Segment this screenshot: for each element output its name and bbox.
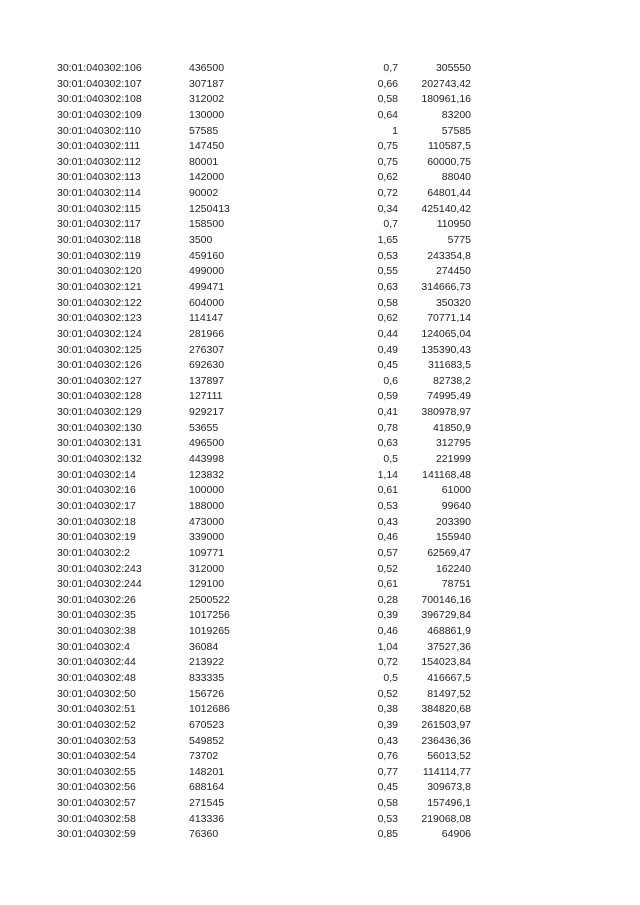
cadastral-number-cell: 30:01:040302:122 bbox=[57, 296, 142, 309]
value-cell: 137897 bbox=[189, 374, 225, 387]
cadastral-number-cell: 30:01:040302:115 bbox=[57, 202, 141, 215]
value-cell: 833335 bbox=[189, 671, 225, 684]
table-row bbox=[0, 296, 640, 312]
table-row bbox=[0, 77, 640, 93]
coefficient-cell: 0,34 bbox=[377, 202, 398, 215]
cadastral-number-cell: 30:01:040302:110 bbox=[57, 124, 141, 137]
value-cell: 90002 bbox=[189, 187, 219, 200]
coefficient-cell: 1,14 bbox=[377, 468, 398, 481]
table-row bbox=[0, 186, 640, 202]
result-cell: 81497,52 bbox=[427, 687, 471, 700]
value-cell: 53655 bbox=[189, 421, 219, 434]
result-cell: 64801,44 bbox=[427, 187, 471, 200]
result-cell: 78751 bbox=[441, 578, 471, 591]
value-cell: 73702 bbox=[189, 750, 219, 763]
cadastral-number-cell: 30:01:040302:16 bbox=[57, 484, 136, 497]
result-cell: 236436,36 bbox=[421, 734, 471, 747]
value-cell: 499471 bbox=[189, 280, 225, 293]
result-cell: 202743,42 bbox=[421, 77, 471, 90]
value-cell: 443998 bbox=[189, 453, 225, 466]
table-row bbox=[0, 233, 640, 249]
table-row bbox=[0, 108, 640, 124]
coefficient-cell: 0,63 bbox=[377, 437, 398, 450]
cadastral-number-cell: 30:01:040302:121 bbox=[57, 280, 142, 293]
coefficient-cell: 0,66 bbox=[377, 77, 398, 90]
value-cell: 436500 bbox=[189, 62, 225, 74]
value-cell: 57585 bbox=[189, 124, 219, 137]
cadastral-number-cell: 30:01:040302:59 bbox=[57, 828, 136, 841]
table-row bbox=[0, 812, 640, 828]
coefficient-cell: 0,45 bbox=[377, 781, 398, 794]
coefficient-cell: 0,6 bbox=[383, 374, 398, 387]
coefficient-cell: 0,58 bbox=[377, 296, 398, 309]
value-cell: 36084 bbox=[189, 640, 219, 653]
result-cell: 425140,42 bbox=[421, 202, 471, 215]
table-row bbox=[0, 718, 640, 734]
result-cell: 56013,52 bbox=[427, 750, 471, 763]
coefficient-cell: 0,52 bbox=[377, 687, 398, 700]
result-cell: 37527,36 bbox=[427, 640, 471, 653]
cadastral-number-cell: 30:01:040302:132 bbox=[57, 453, 142, 466]
cadastral-number-cell: 30:01:040302:56 bbox=[57, 781, 136, 794]
result-cell: 314666,73 bbox=[421, 280, 471, 293]
result-cell: 41850,9 bbox=[433, 421, 471, 434]
coefficient-cell: 0,61 bbox=[377, 578, 398, 591]
value-cell: 1250413 bbox=[189, 202, 230, 215]
cadastral-number-cell: 30:01:040302:17 bbox=[57, 499, 136, 512]
value-cell: 188000 bbox=[189, 499, 225, 512]
value-cell: 604000 bbox=[189, 296, 225, 309]
table-row bbox=[0, 640, 640, 656]
value-cell: 1012686 bbox=[189, 703, 230, 716]
coefficient-cell: 0,53 bbox=[377, 499, 398, 512]
table-row bbox=[0, 734, 640, 750]
table-row bbox=[0, 546, 640, 562]
table-row bbox=[0, 124, 640, 140]
value-cell: 339000 bbox=[189, 531, 225, 544]
value-cell: 127111 bbox=[189, 390, 223, 403]
cadastral-number-cell: 30:01:040302:2 bbox=[57, 546, 130, 559]
coefficient-cell: 0,63 bbox=[377, 280, 398, 293]
coefficient-cell: 0,59 bbox=[377, 390, 398, 403]
cadastral-number-cell: 30:01:040302:130 bbox=[57, 421, 142, 434]
cadastral-number-cell: 30:01:040302:109 bbox=[57, 108, 142, 121]
value-cell: 80001 bbox=[189, 155, 219, 168]
table-row bbox=[0, 92, 640, 108]
value-cell: 130000 bbox=[189, 108, 225, 121]
value-cell: 114147 bbox=[189, 312, 224, 325]
result-cell: 162240 bbox=[435, 562, 471, 575]
coefficient-cell: 0,62 bbox=[377, 312, 398, 325]
result-cell: 141168,48 bbox=[422, 468, 471, 481]
table-row bbox=[0, 655, 640, 671]
result-cell: 70771,14 bbox=[427, 312, 471, 325]
cadastral-number-cell: 30:01:040302:57 bbox=[57, 797, 136, 810]
cadastral-number-cell: 30:01:040302:58 bbox=[57, 812, 136, 825]
cadastral-number-cell: 30:01:040302:35 bbox=[57, 609, 136, 622]
result-cell: 124065,04 bbox=[421, 327, 471, 340]
value-cell: 142000 bbox=[189, 171, 225, 184]
table-row bbox=[0, 217, 640, 233]
cadastral-number-cell: 30:01:040302:51 bbox=[57, 703, 136, 716]
coefficient-cell: 0,72 bbox=[377, 187, 398, 200]
cadastral-number-cell: 30:01:040302:123 bbox=[57, 312, 142, 325]
cadastral-number-cell: 30:01:040302:114 bbox=[57, 187, 141, 200]
result-cell: 57585 bbox=[441, 124, 471, 137]
cadastral-number-cell: 30:01:040302:126 bbox=[57, 359, 142, 372]
cadastral-number-cell: 30:01:040302:19 bbox=[57, 531, 136, 544]
table-row bbox=[0, 702, 640, 718]
cadastral-number-cell: 30:01:040302:48 bbox=[57, 671, 136, 684]
result-cell: 88040 bbox=[441, 171, 471, 184]
table-row bbox=[0, 389, 640, 405]
coefficient-cell: 0,7 bbox=[383, 218, 398, 231]
value-cell: 413336 bbox=[189, 812, 225, 825]
value-cell: 213922 bbox=[189, 656, 225, 669]
cadastral-number-cell: 30:01:040302:112 bbox=[57, 155, 141, 168]
cadastral-number-cell: 30:01:040302:14 bbox=[57, 468, 136, 481]
table-row bbox=[0, 624, 640, 640]
cadastral-number-cell: 30:01:040302:55 bbox=[57, 765, 136, 778]
table-row bbox=[0, 202, 640, 218]
result-cell: 350320 bbox=[435, 296, 471, 309]
value-cell: 281966 bbox=[189, 327, 225, 340]
value-cell: 147450 bbox=[189, 140, 225, 153]
table-row bbox=[0, 421, 640, 437]
value-cell: 549852 bbox=[189, 734, 225, 747]
table-row bbox=[0, 671, 640, 687]
value-cell: 307187 bbox=[189, 77, 225, 90]
coefficient-cell: 0,52 bbox=[377, 562, 398, 575]
result-cell: 221999 bbox=[435, 453, 471, 466]
result-cell: 60000,75 bbox=[427, 155, 471, 168]
coefficient-cell: 0,43 bbox=[377, 734, 398, 747]
cadastral-number-cell: 30:01:040302:125 bbox=[57, 343, 142, 356]
result-cell: 384820,68 bbox=[421, 703, 471, 716]
table-row bbox=[0, 499, 640, 515]
cadastral-number-cell: 30:01:040302:106 bbox=[57, 62, 142, 74]
table-row bbox=[0, 280, 640, 296]
coefficient-cell: 0,28 bbox=[377, 593, 398, 606]
table-row bbox=[0, 343, 640, 359]
result-cell: 396729,84 bbox=[421, 609, 471, 622]
coefficient-cell: 0,72 bbox=[377, 656, 398, 669]
coefficient-cell: 0,75 bbox=[377, 140, 398, 153]
result-cell: 380978,97 bbox=[421, 406, 471, 419]
table-row bbox=[0, 327, 640, 343]
coefficient-cell: 0,55 bbox=[377, 265, 398, 278]
value-cell: 929217 bbox=[189, 406, 225, 419]
result-cell: 274450 bbox=[435, 265, 471, 278]
coefficient-cell: 0,41 bbox=[377, 406, 398, 419]
value-cell: 312002 bbox=[189, 93, 225, 106]
cadastral-number-cell: 30:01:040302:26 bbox=[57, 593, 136, 606]
cadastral-number-cell: 30:01:040302:120 bbox=[57, 265, 142, 278]
cadastral-number-cell: 30:01:040302:18 bbox=[57, 515, 136, 528]
coefficient-cell: 1,04 bbox=[377, 640, 398, 653]
value-cell: 3500 bbox=[189, 234, 213, 247]
coefficient-cell: 1 bbox=[392, 124, 398, 137]
table-row bbox=[0, 452, 640, 468]
cadastral-number-cell: 30:01:040302:53 bbox=[57, 734, 136, 747]
result-cell: 99640 bbox=[441, 499, 471, 512]
coefficient-cell: 0,5 bbox=[383, 671, 398, 684]
cadastral-number-cell: 30:01:040302:44 bbox=[57, 656, 136, 669]
cadastral-number-cell: 30:01:040302:111 bbox=[57, 140, 141, 153]
result-cell: 110587,5 bbox=[427, 140, 471, 153]
table-row bbox=[0, 155, 640, 171]
cadastral-number-cell: 30:01:040302:243 bbox=[57, 562, 142, 575]
coefficient-cell: 0,45 bbox=[377, 359, 398, 372]
coefficient-cell: 0,85 bbox=[377, 828, 398, 841]
value-cell: 692630 bbox=[189, 359, 225, 372]
table-row bbox=[0, 765, 640, 781]
result-cell: 311683,5 bbox=[427, 359, 471, 372]
value-cell: 148201 bbox=[189, 765, 225, 778]
table-row bbox=[0, 515, 640, 531]
cadastral-number-cell: 30:01:040302:127 bbox=[57, 374, 142, 387]
cadastral-number-cell: 30:01:040302:244 bbox=[57, 578, 142, 591]
coefficient-cell: 0,43 bbox=[377, 515, 398, 528]
value-cell: 1017256 bbox=[189, 609, 230, 622]
value-cell: 123832 bbox=[189, 468, 225, 481]
table-row bbox=[0, 358, 640, 374]
table-row bbox=[0, 436, 640, 452]
coefficient-cell: 0,38 bbox=[377, 703, 398, 716]
value-cell: 156726 bbox=[189, 687, 225, 700]
value-cell: 271545 bbox=[189, 797, 225, 810]
table-row bbox=[0, 249, 640, 265]
result-cell: 5775 bbox=[447, 234, 471, 247]
cadastral-number-cell: 30:01:040302:107 bbox=[57, 77, 142, 90]
table-row bbox=[0, 562, 640, 578]
coefficient-cell: 0,46 bbox=[377, 625, 398, 638]
value-cell: 276307 bbox=[189, 343, 225, 356]
table-row bbox=[0, 483, 640, 499]
table-row bbox=[0, 311, 640, 327]
cadastral-number-cell: 30:01:040302:117 bbox=[57, 218, 141, 231]
value-cell: 459160 bbox=[189, 249, 225, 262]
coefficient-cell: 0,58 bbox=[377, 797, 398, 810]
value-cell: 1019265 bbox=[189, 625, 230, 638]
table-row bbox=[0, 61, 640, 77]
table-row bbox=[0, 405, 640, 421]
cadastral-number-cell: 30:01:040302:131 bbox=[57, 437, 142, 450]
table-row bbox=[0, 374, 640, 390]
result-cell: 700146,16 bbox=[421, 593, 471, 606]
result-cell: 243354,8 bbox=[427, 249, 471, 262]
coefficient-cell: 0,77 bbox=[377, 765, 398, 778]
coefficient-cell: 0,76 bbox=[377, 750, 398, 763]
value-cell: 312000 bbox=[189, 562, 225, 575]
table-row bbox=[0, 780, 640, 796]
table-row bbox=[0, 749, 640, 765]
coefficient-cell: 0,62 bbox=[377, 171, 398, 184]
coefficient-cell: 0,53 bbox=[377, 812, 398, 825]
table-row bbox=[0, 593, 640, 609]
result-cell: 219068,08 bbox=[421, 812, 471, 825]
result-cell: 261503,97 bbox=[421, 718, 471, 731]
result-cell: 64906 bbox=[441, 828, 471, 841]
coefficient-cell: 0,46 bbox=[377, 531, 398, 544]
table-row bbox=[0, 577, 640, 593]
cadastral-number-cell: 30:01:040302:108 bbox=[57, 93, 142, 106]
value-cell: 688164 bbox=[189, 781, 225, 794]
cadastral-number-cell: 30:01:040302:119 bbox=[57, 249, 141, 262]
coefficient-cell: 0,39 bbox=[377, 718, 398, 731]
result-cell: 312795 bbox=[435, 437, 471, 450]
coefficient-cell: 0,44 bbox=[377, 327, 398, 340]
value-cell: 496500 bbox=[189, 437, 225, 450]
result-cell: 61000 bbox=[441, 484, 471, 497]
cadastral-number-cell: 30:01:040302:38 bbox=[57, 625, 136, 638]
result-cell: 468861,9 bbox=[427, 625, 471, 638]
result-cell: 135390,43 bbox=[421, 343, 471, 356]
value-cell: 499000 bbox=[189, 265, 225, 278]
value-cell: 100000 bbox=[189, 484, 225, 497]
result-cell: 416667,5 bbox=[427, 671, 471, 684]
coefficient-cell: 0,57 bbox=[377, 546, 398, 559]
result-cell: 62569,47 bbox=[427, 546, 471, 559]
coefficient-cell: 0,53 bbox=[377, 249, 398, 262]
result-cell: 83200 bbox=[441, 108, 471, 121]
cadastral-number-cell: 30:01:040302:50 bbox=[57, 687, 136, 700]
table-row bbox=[0, 608, 640, 624]
result-cell: 154023,84 bbox=[421, 656, 471, 669]
value-cell: 129100 bbox=[189, 578, 225, 591]
table-row bbox=[0, 796, 640, 812]
data-table bbox=[0, 61, 640, 843]
cadastral-number-cell: 30:01:040302:54 bbox=[57, 750, 136, 763]
table-row bbox=[0, 468, 640, 484]
table-row bbox=[0, 139, 640, 155]
coefficient-cell: 0,49 bbox=[377, 343, 398, 356]
cadastral-number-cell: 30:01:040302:118 bbox=[57, 234, 141, 247]
table-row bbox=[0, 530, 640, 546]
table-row bbox=[0, 170, 640, 186]
result-cell: 114114,77 bbox=[422, 765, 471, 778]
value-cell: 2500522 bbox=[189, 593, 230, 606]
coefficient-cell: 0,78 bbox=[377, 421, 398, 434]
cadastral-number-cell: 30:01:040302:129 bbox=[57, 406, 142, 419]
result-cell: 203390 bbox=[435, 515, 471, 528]
cadastral-number-cell: 30:01:040302:4 bbox=[57, 640, 130, 653]
result-cell: 74995,49 bbox=[427, 390, 471, 403]
result-cell: 155940 bbox=[435, 531, 471, 544]
table-row bbox=[0, 827, 640, 843]
result-cell: 82738,2 bbox=[433, 374, 471, 387]
cadastral-number-cell: 30:01:040302:128 bbox=[57, 390, 142, 403]
result-cell: 157496,1 bbox=[427, 797, 471, 810]
table-row bbox=[0, 687, 640, 703]
value-cell: 158500 bbox=[189, 218, 225, 231]
coefficient-cell: 0,7 bbox=[383, 62, 398, 74]
coefficient-cell: 0,5 bbox=[383, 453, 398, 466]
value-cell: 76360 bbox=[189, 828, 219, 841]
value-cell: 109771 bbox=[189, 546, 225, 559]
value-cell: 670523 bbox=[189, 718, 225, 731]
result-cell: 180961,16 bbox=[421, 93, 471, 106]
table-row bbox=[0, 264, 640, 280]
coefficient-cell: 0,64 bbox=[377, 108, 398, 121]
value-cell: 473000 bbox=[189, 515, 225, 528]
cadastral-number-cell: 30:01:040302:52 bbox=[57, 718, 136, 731]
cadastral-number-cell: 30:01:040302:124 bbox=[57, 327, 142, 340]
result-cell: 305550 bbox=[435, 62, 471, 74]
result-cell: 110950 bbox=[436, 218, 471, 231]
cadastral-number-cell: 30:01:040302:113 bbox=[57, 171, 141, 184]
coefficient-cell: 0,58 bbox=[377, 93, 398, 106]
coefficient-cell: 0,39 bbox=[377, 609, 398, 622]
coefficient-cell: 0,61 bbox=[377, 484, 398, 497]
result-cell: 309673,8 bbox=[427, 781, 471, 794]
coefficient-cell: 1,65 bbox=[377, 234, 398, 247]
coefficient-cell: 0,75 bbox=[377, 155, 398, 168]
